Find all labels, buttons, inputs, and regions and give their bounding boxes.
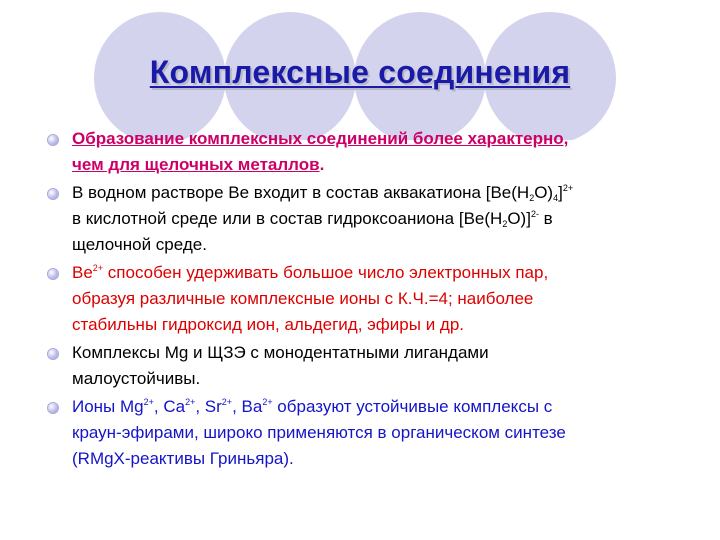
bullet-item — [46, 260, 686, 338]
slide-title: Комплексные соединения — [149, 54, 571, 90]
bullet-text: щелочной среде. — [72, 235, 207, 254]
superscript: 2+ — [92, 263, 104, 273]
bullet-item — [46, 126, 686, 178]
superscript: 2+ — [262, 397, 273, 407]
bullet-text: . — [319, 155, 325, 174]
bullet-text: , Ca — [153, 397, 186, 416]
bullet-text: Комплексы Mg и ЩЗЭ с монодентатными лигандами — [72, 343, 489, 362]
bullet-icon — [48, 403, 58, 413]
subscript: 2 — [529, 193, 535, 203]
bullet-item — [46, 394, 686, 472]
bullet-text: ] — [558, 183, 563, 202]
superscript: 2+ — [562, 183, 574, 193]
bullet-text: способен удерживать большое число электронных пар, — [103, 263, 549, 282]
superscript: 2+ — [185, 397, 196, 407]
bullet-text: в кислотной среде или в состав гидроксоаниона [Be(H — [72, 209, 503, 228]
bullet-text: , Sr — [195, 397, 222, 416]
subscript: 4 — [553, 193, 559, 203]
bullet-text: O) — [534, 183, 554, 202]
bullet-text: чем для щелочных металлов — [72, 155, 320, 174]
bullet-text: O)] — [507, 209, 531, 228]
bullet-text: образуют устойчивые комплексы с — [272, 397, 553, 416]
superscript: 2- — [530, 209, 539, 219]
bullet-icon — [48, 349, 58, 359]
bullet-item — [46, 180, 686, 258]
bullet-list — [46, 126, 686, 474]
bullet-text: (RMgX-реактивы Гриньяра). — [72, 449, 294, 468]
superscript: 2+ — [221, 397, 233, 407]
bullet-text: В водном растворе Be входит в состав аквакатиона [Be(H — [72, 183, 530, 202]
bullet-text: в — [538, 209, 553, 228]
bullet-text: , Ba — [232, 397, 263, 416]
bullet-icon — [48, 135, 58, 145]
bullet-text: малоустойчивы. — [72, 369, 201, 388]
bullet-text: образуя различные комплексные ионы с К.Ч.=4; наиболее — [72, 289, 534, 308]
subscript: 2 — [502, 219, 508, 229]
bullet-item — [46, 340, 686, 392]
bullet-text: стабильны гидроксид ион, альдегид, эфиры и др. — [72, 315, 465, 334]
superscript: 2+ — [143, 397, 154, 407]
bullet-icon — [48, 269, 58, 279]
bullet-text: Ионы Mg — [72, 397, 144, 416]
bullet-text: краун-эфирами, широко применяются в органическом синтезе — [72, 423, 566, 442]
bullet-icon — [48, 189, 58, 199]
bullet-text: Be — [72, 263, 93, 282]
bullet-text: Образование комплексных соединений более характерно, — [72, 129, 569, 148]
